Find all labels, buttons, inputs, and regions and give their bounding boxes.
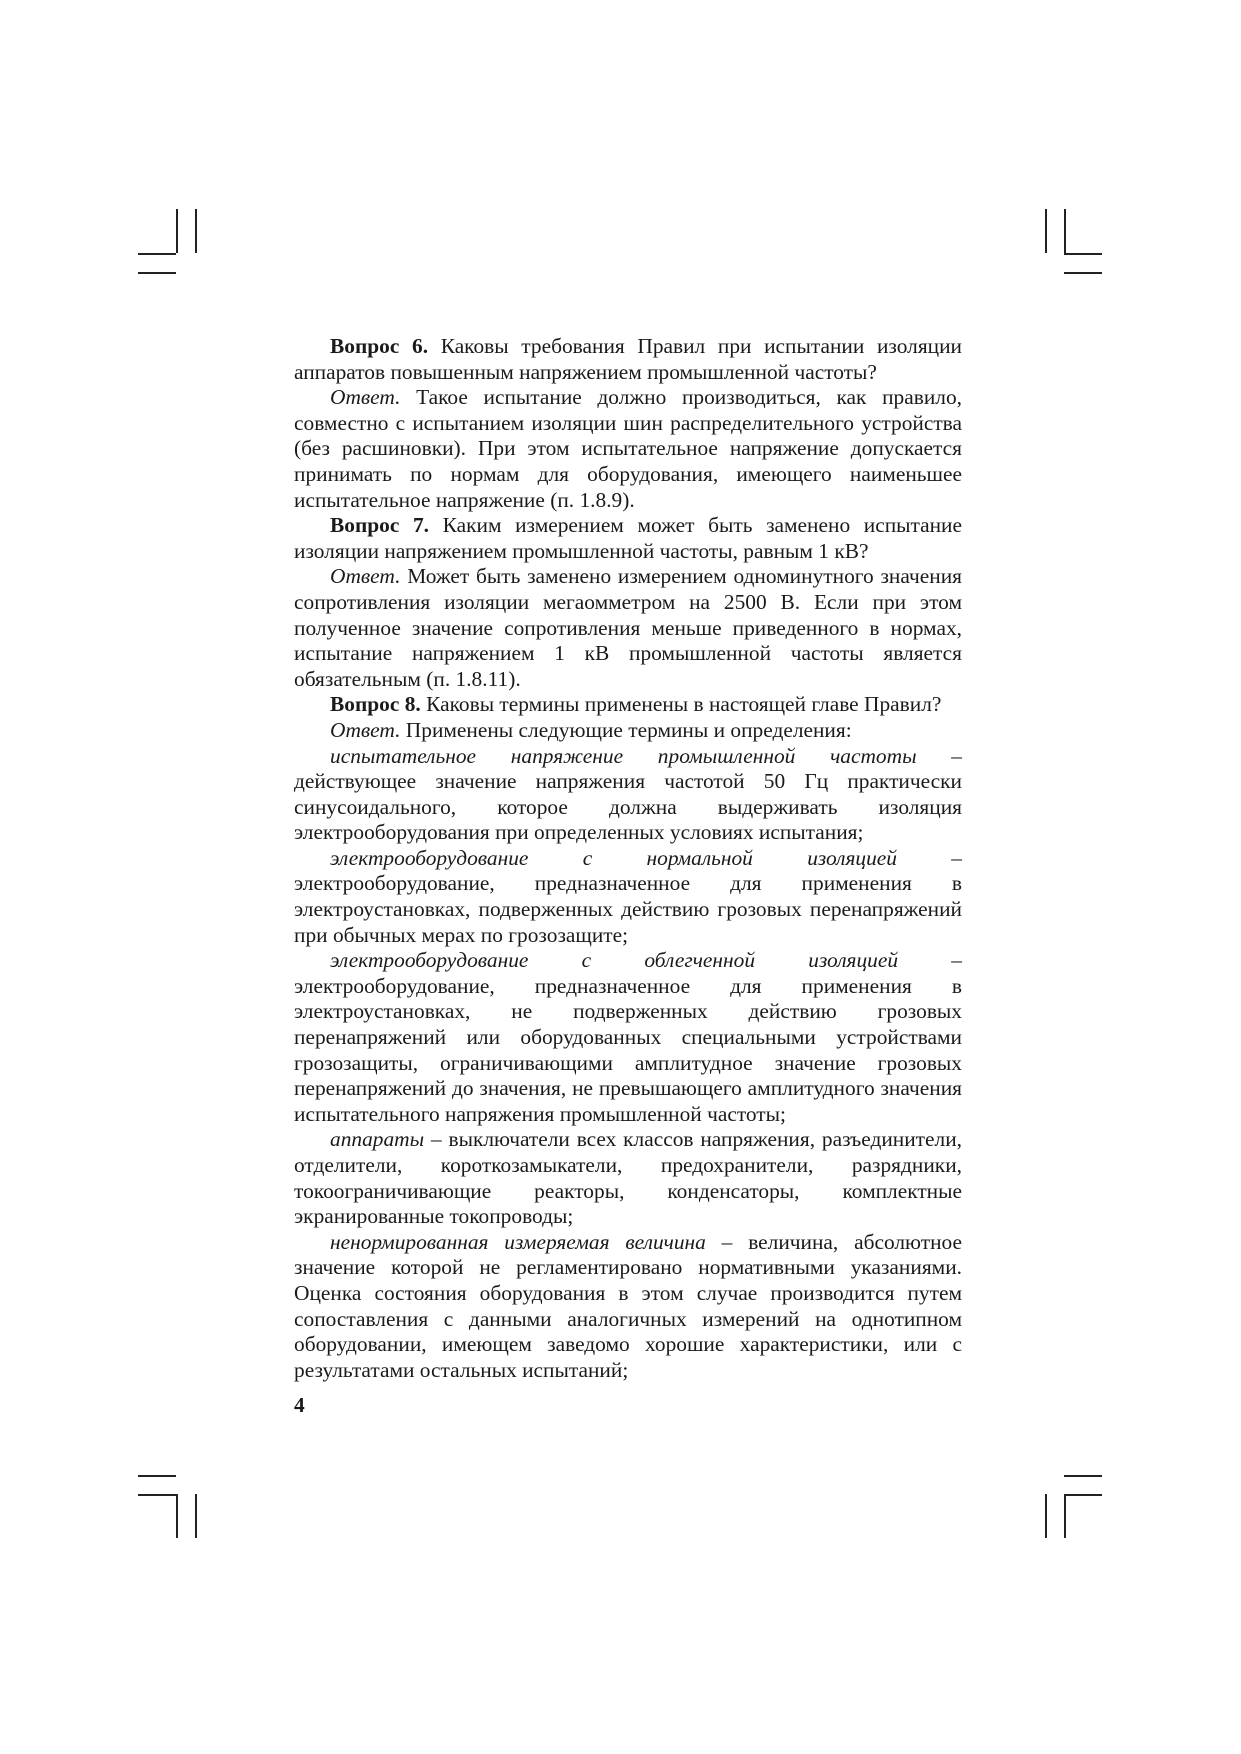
definition-item [294,846,962,948]
definition-item [294,948,962,1127]
definition-term: электрооборудование с облегченной изоляцией [330,948,899,973]
paragraph-lead: Ответ. [330,717,401,742]
paragraph [294,564,962,692]
definition-term: ненормированная измеряемая величина [330,1229,706,1254]
crop-mark [1064,1475,1102,1477]
crop-mark [138,272,176,274]
paragraph-text: Может быть заменено измерением одноминутного значения сопротивления изоляции мегаомметром на 2500 В. Если при этом полученное значение сопротивления меньше приведенного в нормах, испытание напряжением 1 кВ промышленной частоты является обязательным (п. 1.8.11). [294,564,962,691]
definition-item [294,1127,962,1229]
crop-mark [1045,1494,1047,1538]
paragraph-text: Каковы требования Правил при испытании изоляции аппаратов повышенным напряжением промышленной частоты? [294,334,962,384]
paragraph-lead: Вопрос 7. [330,513,430,538]
paragraph-lead: Ответ. [330,385,401,410]
paragraph [294,513,962,564]
definition-term: испытательное напряжение промышленной частоты [330,743,917,768]
definition-text: – величина, абсолютное значение которой не регламентировано нормативными указаниями. Оценка состояния оборудования в этом случае производится путем сопоставления с данными аналогичных измерений на однотипном оборудовании, имеющем заведомо хорошие характеристики, или с результатами остальных испытаний; [294,1229,962,1382]
crop-mark [195,209,197,253]
crop-mark [138,253,176,255]
definition-text: – электрооборудование, предназначенное для применения в электроустановках, не подверженных действию грозовых перенапряжений или оборудованных специальными устройствами грозозащиты, ограничивающими амплитудное значение грозовых перенапряжений до значения, не превышающего амплитудного значения испытательного напряжения промышленной частоты; [294,948,963,1126]
definition-item [294,744,962,846]
definition-term: электрооборудование с нормальной изоляцией [330,845,897,870]
definition-item [294,1230,962,1384]
paragraph-text: Каковы термины применены в настоящей главе Правил? [420,692,942,717]
crop-mark [176,209,178,253]
crop-mark [1064,253,1102,255]
definition-text: – выключатели всех классов напряжения, разъединители, отделители, короткозамыкатели, предохранители, разрядники, токоограничивающие реакторы, конденсаторы, комплектные экранированные токопроводы; [294,1127,962,1229]
crop-mark [1064,1494,1066,1538]
paragraph [294,718,962,744]
page-number: 4 [294,1393,305,1417]
paragraph-text: Такое испытание должно производиться, как правило, совместно с испытанием изоляции шин распределительного устройства (без расшиновки). При этом испытательное напряжение допускается принимать по нормам для оборудования, имеющего наименьшее испытательное напряжение (п. 1.8.9). [294,385,962,512]
crop-mark [1045,209,1047,253]
paragraph-lead: Вопрос 8. [330,692,421,717]
crop-mark [138,1494,176,1496]
crop-mark [1064,1494,1102,1496]
paragraph [294,385,962,513]
definition-text: – действующее значение напряжения частотой 50 Гц практически синусоидального, которое должна выдерживать изоляция электрооборудования при определенных условиях испытания; [294,743,963,845]
paragraph [294,692,962,718]
crop-mark [138,1475,176,1477]
definition-term: аппараты [330,1127,425,1152]
page-body [294,334,962,1383]
paragraph-text: Каким измерением может быть заменено испытание изоляции напряжением промышленной частоты, равным 1 кВ? [294,513,962,563]
paragraph-lead: Вопрос 6. [330,334,429,358]
definition-text: – электрооборудование, предназначенное для применения в электроустановках, подверженных действию грозовых перенапряжений при обычных мерах по грозозащите; [294,845,962,947]
crop-mark [176,1494,178,1538]
paragraph [294,334,962,385]
paragraph-lead: Ответ. [330,564,401,589]
crop-mark [195,1494,197,1538]
crop-mark [1064,272,1102,274]
paragraph-text: Применены следующие термины и определения: [400,717,852,742]
crop-mark [1064,209,1066,253]
